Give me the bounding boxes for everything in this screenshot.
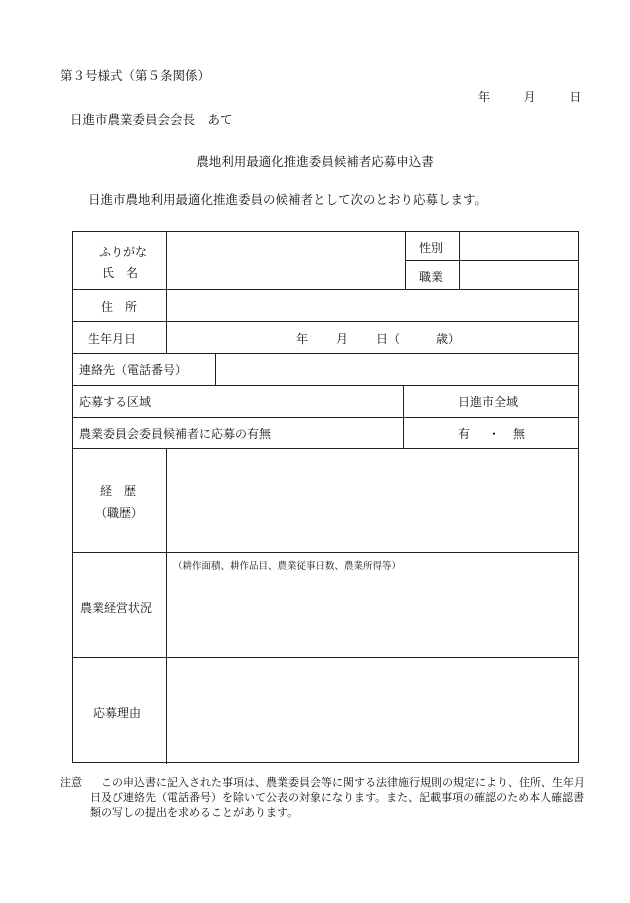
contact-label: 連絡先（電話番号） <box>79 363 188 377</box>
birth-age-unit: 歳） <box>436 332 461 346</box>
contact-field[interactable] <box>216 354 578 385</box>
birthdate-field[interactable] <box>167 322 578 353</box>
occupation-label: 職業 <box>419 270 444 284</box>
birth-year-unit: 年 <box>296 332 309 346</box>
form-number: 第３号様式（第５条関係） <box>60 68 211 83</box>
address-label: 住 所 <box>101 300 138 314</box>
date-day: 日 <box>569 90 582 104</box>
date-line <box>478 88 581 105</box>
farm-status-hint: （耕作面積、耕作品目、農業従事日数、農業所得等） <box>173 561 402 572</box>
candidate-separator: ・ <box>488 427 501 441</box>
gender-label: 性別 <box>419 241 444 255</box>
area-value: 日進市全域 <box>458 395 519 409</box>
application-form-table <box>72 231 579 763</box>
date-year: 年 <box>478 90 491 104</box>
name-field[interactable] <box>167 232 405 289</box>
notice-label: 注意 <box>60 776 82 789</box>
farm-status-field[interactable] <box>167 553 578 657</box>
name-label: 氏 名 <box>102 266 139 280</box>
career-label: 経 歴 <box>100 484 137 498</box>
gender-field[interactable] <box>460 232 578 260</box>
farm-status-label: 農業経営状況 <box>80 601 153 615</box>
birthdate-label: 生年月日 <box>88 332 137 346</box>
reason-label: 応募理由 <box>93 706 142 720</box>
area-label: 応募する区域 <box>79 395 152 409</box>
date-month: 月 <box>523 90 536 104</box>
addressee: 日進市農業委員会会長 あて <box>70 112 233 127</box>
candidate-yes-option[interactable]: 有 <box>458 427 471 441</box>
candidate-label: 農業委員会委員候補者に応募の有無 <box>79 427 272 441</box>
intro-text: 日進市農地利用最適化推進委員の候補者として次のとおり応募します。 <box>88 192 488 207</box>
address-field[interactable] <box>167 290 578 321</box>
candidate-no-option[interactable]: 無 <box>513 427 526 441</box>
birth-month-unit: 月 <box>336 332 349 346</box>
career-sub-label: （職歴） <box>95 506 144 520</box>
career-field[interactable] <box>167 449 578 552</box>
furigana-label: ふりがな <box>99 245 148 259</box>
notice-text: この申込書に記入された事項は、農業委員会等に関する法律施行規則の規定により、住所、生年月日及び連絡先（電話番号）を除いて公表の対象になります。また、記載事項の確認のため本人確認書類の写しの提出を求めることがあります。 <box>90 776 585 819</box>
occupation-field[interactable] <box>460 261 578 289</box>
document-title: 農地利用最適化推進委員候補者応募申込書 <box>196 154 434 169</box>
birth-day-unit: 日（ <box>376 332 401 346</box>
reason-field[interactable] <box>167 658 578 762</box>
